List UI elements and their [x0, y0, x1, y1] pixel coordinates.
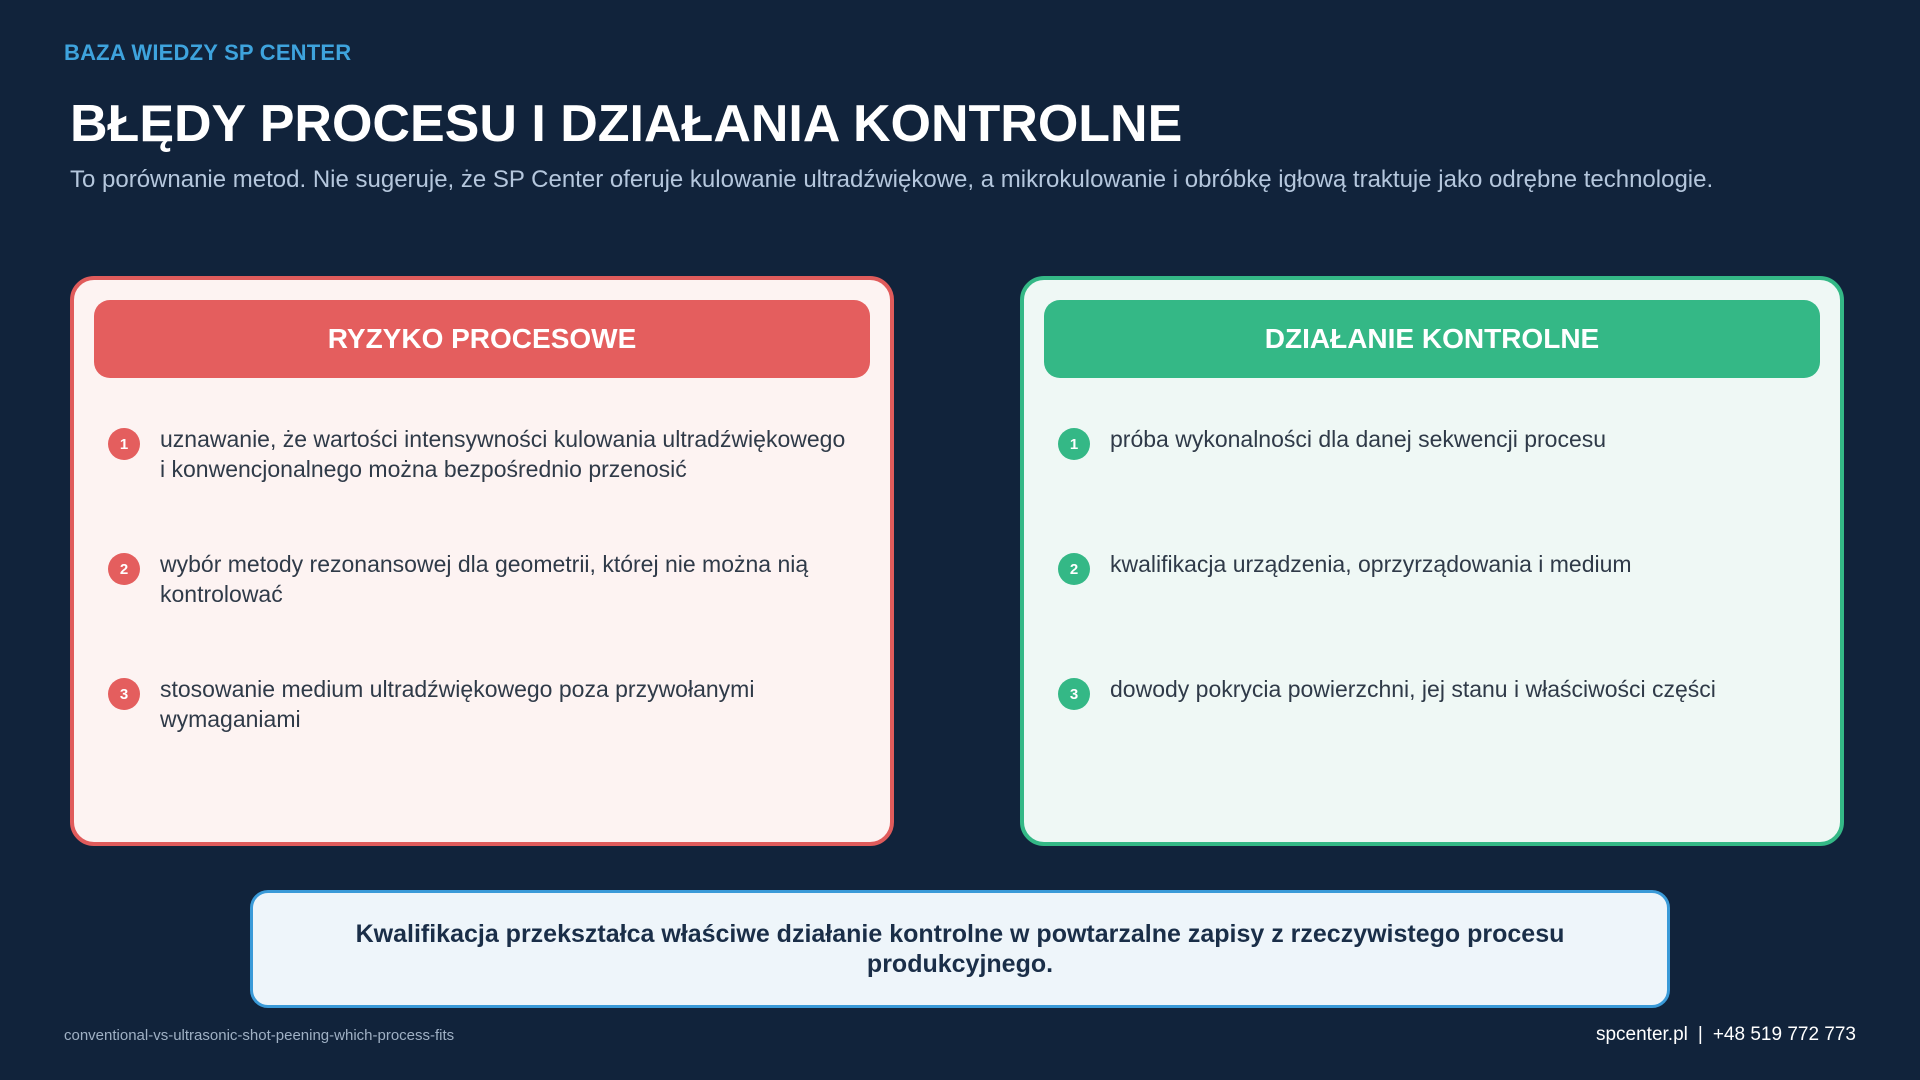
- control-list: [1058, 424, 1800, 799]
- control-item: [1058, 674, 1800, 799]
- footer-slug: conventional-vs-ultrasonic-shot-peening-which-process-fits: [64, 1027, 455, 1044]
- callout-text: Kwalifikacja przekształca właściwe działanie kontrolne w powtarzalne zapisy z rzeczywistego procesu produkcyjnego.: [355, 920, 1565, 978]
- footer-contact: [1596, 1024, 1856, 1046]
- risk-item-text: stosowanie medium ultradźwiękowego poza przywołanymi wymaganiami: [160, 676, 755, 732]
- number-badge: 1: [1058, 428, 1090, 460]
- control-item-text: próba wykonalności dla danej sekwencji procesu: [1110, 426, 1607, 452]
- control-card-header: DZIAŁANIE KONTROLNE: [1044, 300, 1820, 378]
- number-badge: 2: [108, 553, 140, 585]
- risk-list: [108, 424, 850, 799]
- page-subtitle: To porównanie metod. Nie sugeruje, że SP Center oferuje kulowanie ultradźwiękowe, a mikrokulowanie i obróbkę igłową traktuje jako odrębne technologie.: [70, 166, 1714, 193]
- number-badge: 3: [108, 678, 140, 710]
- risk-item-text: wybór metody rezonansowej dla geometrii, której nie można nią kontrolować: [160, 551, 809, 607]
- risk-item: [108, 549, 850, 674]
- summary-callout: [250, 890, 1670, 1008]
- risk-item: [108, 424, 850, 549]
- risk-item-text: uznawanie, że wartości intensywności kulowania ultradźwiękowego i konwencjonalnego można bezpośrednio przenosić: [160, 426, 846, 482]
- risk-card-header: RYZYKO PROCESOWE: [94, 300, 870, 378]
- control-item-text: dowody pokrycia powierzchni, jej stanu i właściwości części: [1110, 676, 1716, 702]
- phone-link[interactable]: +48 519 772 773: [1712, 1024, 1856, 1045]
- number-badge: 1: [108, 428, 140, 460]
- risk-item: [108, 674, 850, 799]
- risk-card: [70, 276, 894, 846]
- number-badge: 3: [1058, 678, 1090, 710]
- website-link[interactable]: spcenter.pl: [1595, 1024, 1688, 1045]
- control-item: [1058, 424, 1800, 549]
- page-title: BŁĘDY PROCESU I DZIAŁANIA KONTROLNE: [70, 95, 1183, 153]
- control-card: [1020, 276, 1844, 846]
- kicker-label: BAZA WIEDZY SP CENTER: [64, 40, 352, 65]
- footer-separator: |: [1697, 1024, 1703, 1045]
- control-item-text: kwalifikacja urządzenia, oprzyrządowania i medium: [1110, 551, 1632, 577]
- control-item: [1058, 549, 1800, 674]
- number-badge: 2: [1058, 553, 1090, 585]
